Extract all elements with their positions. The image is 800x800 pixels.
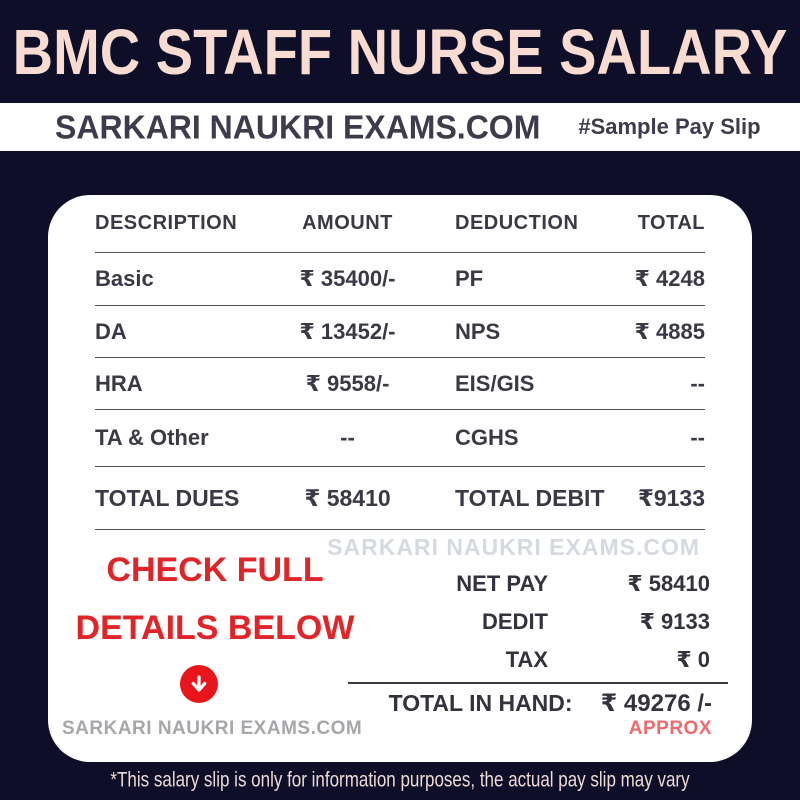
row-deduction: EIS/GIS [455,370,535,396]
brand-name: SARKARI NAUKRI EXAMS.COM [55,107,541,146]
total-debit-label: TOTAL DEBIT [455,484,605,511]
row-deduction: PF [455,266,484,291]
row-description: DA [95,318,127,344]
down-arrow-icon [180,665,218,703]
sample-pay-slip-tag: #Sample Pay Slip [578,114,761,139]
table-row [95,410,705,467]
row-description: Basic [95,266,154,291]
total-in-hand-row [389,689,712,718]
approx-note: APPROX [628,718,712,739]
col-header-total: TOTAL [637,212,705,234]
row-deduction: CGHS [455,425,519,450]
summary-value: ₹ 0 [676,647,710,672]
title-banner [0,0,800,103]
table-totals-row [95,467,705,530]
summary-divider [348,682,728,684]
total-debit-value: ₹9133 [637,484,705,511]
total-dues-value: ₹ 58410 [304,484,391,511]
row-total: ₹ 4248 [634,266,705,291]
row-description: HRA [95,370,143,396]
callout-line-2: DETAILS BELOW [75,609,355,647]
total-in-hand-value: ₹ 49276 /- [600,690,712,717]
row-total: ₹ 4885 [634,318,705,344]
page-title: BMC STAFF NURSE SALARY [12,15,788,88]
summary-label: TAX [505,647,548,672]
col-header-amount: AMOUNT [302,212,393,234]
summary-value: ₹ 58410 [627,571,710,596]
summary-label: DEDIT [482,609,548,634]
footer [0,767,800,792]
col-header-description: DESCRIPTION [95,212,238,234]
down-arrow-glyph [188,673,210,695]
col-header-deduction: DEDUCTION [455,212,579,234]
row-total: -- [690,425,705,450]
pay-slip-card [48,195,752,762]
row-deduction: NPS [455,318,501,344]
watermark-bottom: SARKARI NAUKRI EXAMS.COM [62,718,363,739]
total-dues-label: TOTAL DUES [95,484,240,511]
row-total: -- [690,370,705,396]
row-amount: ₹ 13452/- [299,318,396,344]
table-row [95,358,705,410]
pay-table [48,195,752,530]
row-amount: -- [340,425,355,450]
summary-value: ₹ 9133 [639,609,710,634]
check-details-callout [68,551,362,647]
row-amount: ₹ 9558/- [305,370,390,396]
table-row [95,253,705,306]
callout-line-1: CHECK FULL [106,551,324,589]
summary-block [338,565,710,679]
brand-strip [0,103,800,151]
table-row [95,306,705,358]
row-amount: ₹ 35400/- [299,266,396,291]
disclaimer-text: *This salary slip is only for information purposes, the actual pay slip may vary [110,767,690,792]
summary-label: NET PAY [456,571,548,596]
table-header-row [95,195,705,253]
watermark-mid: SARKARI NAUKRI EXAMS.COM [327,534,700,560]
total-in-hand-label: TOTAL IN HAND: [388,690,573,716]
row-description: TA & Other [95,425,209,450]
